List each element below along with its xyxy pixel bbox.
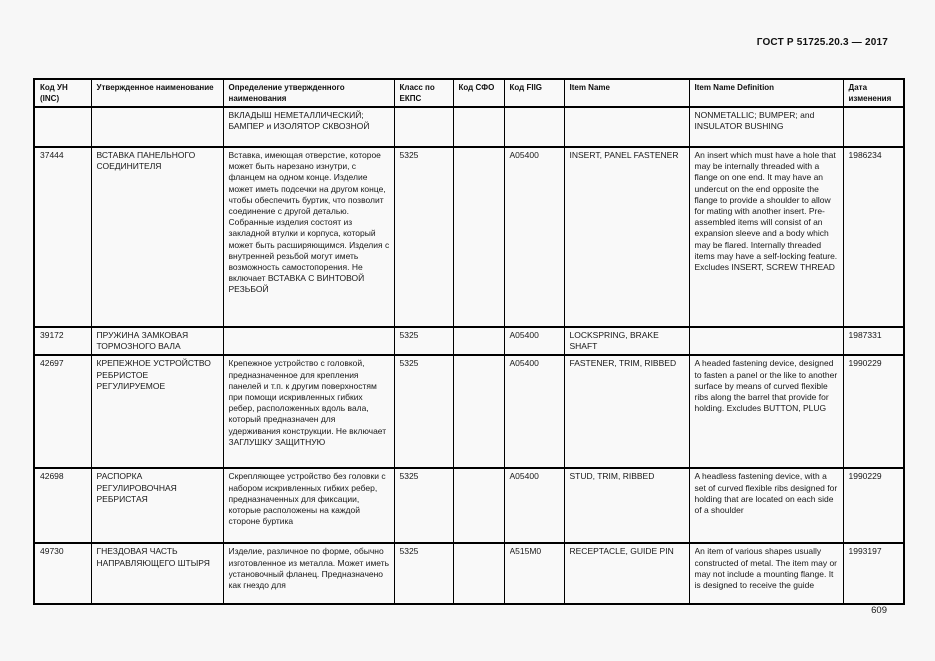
cell-ekps-class: 5325	[394, 468, 453, 543]
cell-change-date: 1986234	[843, 147, 904, 327]
cell-item-name: RECEPTACLE, GUIDE PIN	[564, 543, 689, 604]
cell-sfo-code	[453, 327, 504, 355]
cell-ekps-class: 5325	[394, 543, 453, 604]
cell-sfo-code	[453, 468, 504, 543]
table-row	[34, 355, 904, 468]
cell-change-date	[843, 107, 904, 147]
cell-sfo-code	[453, 107, 504, 147]
cell-sfo-code	[453, 147, 504, 327]
cell-fiig-code: A515M0	[504, 543, 564, 604]
cell-sfo-code	[453, 543, 504, 604]
header-ekps-class: Класс по ЕКПС	[394, 79, 453, 107]
cell-change-date: 1987331	[843, 327, 904, 355]
table-row	[34, 147, 904, 327]
table-row	[34, 327, 904, 355]
cell-ekps-class: 5325	[394, 147, 453, 327]
cell-approved-definition: Крепежное устройство с головкой, предназначенное для крепления панелей и т.п. к другим поверхностям при помощи искривленных гибких ребер, расположенных вдоль вала, который предназначен для удерживания конструкции. Не включает ЗАГЛУШКУ ЗАЩИТНУЮ	[223, 355, 394, 468]
cell-approved-definition: Вставка, имеющая отверстие, которое может быть нарезано изнутри, с фланцем на одном конце. Изделие может иметь подсечки на другом конце, чтобы обеспечить буртик, что позволит соединение с другой деталью. Собранные изделия состоят из закладной втулки и корпуса, который может быть расширяющимся. Изделия с внутренней резьбой могут иметь возможность самостопорения. Не включает ВСТАВКА С ВИНТОВОЙ РЕЗЬБОЙ	[223, 147, 394, 327]
cell-inc-code: 37444	[34, 147, 91, 327]
table-row	[34, 107, 904, 147]
cell-item-name: INSERT, PANEL FASTENER	[564, 147, 689, 327]
header-inc-code: Код УН (INC)	[34, 79, 91, 107]
cell-item-name-definition: An insert which must have a hole that may be internally threaded with a flange on one end. It may have an undercut on the end opposite the flange to provide a shoulder to allow for mating with another insert. Pre-assembled items will consist of an expansion sleeve and a body which may be flared. Internally threaded items may have a self-locking feature. Excludes INSERT, SCREW THREAD	[689, 147, 843, 327]
cell-sfo-code	[453, 355, 504, 468]
header-approved-definition: Определение утвержденного наименования	[223, 79, 394, 107]
cell-change-date: 1990229	[843, 468, 904, 543]
cell-approved-definition: Скрепляющее устройство без головки с набором искривленных гибких ребер, предназначенных для фиксации, которые расположены на каждой стороне буртика	[223, 468, 394, 543]
header-item-name: Item Name	[564, 79, 689, 107]
cell-approved-definition: Изделие, различное по форме, обычно изготовленное из металла. Может иметь установочный фланец. Предназначено как гнездо для	[223, 543, 394, 604]
header-sfo-code: Код СФО	[453, 79, 504, 107]
cell-ekps-class	[394, 107, 453, 147]
classification-table	[33, 78, 905, 605]
cell-fiig-code: A05400	[504, 468, 564, 543]
cell-fiig-code: A05400	[504, 147, 564, 327]
cell-item-name-definition: A headless fastening device, with a set of curved flexible ribs designed for holding that are located on each side of a shoulder	[689, 468, 843, 543]
cell-fiig-code	[504, 107, 564, 147]
cell-inc-code	[34, 107, 91, 147]
header-fiig-code: Код FIIG	[504, 79, 564, 107]
table-row	[34, 468, 904, 543]
cell-item-name-definition: An item of various shapes usually constructed of metal. The item may or may not include a mounting flange. It is designed to receive the guide	[689, 543, 843, 604]
cell-change-date: 1990229	[843, 355, 904, 468]
cell-approved-definition	[223, 327, 394, 355]
cell-approved-name: КРЕПЕЖНОЕ УСТРОЙСТВО РЕБРИСТОЕ РЕГУЛИРУЕМОЕ	[91, 355, 223, 468]
header-approved-name: Утвержденное наименование	[91, 79, 223, 107]
cell-fiig-code: A05400	[504, 327, 564, 355]
header-change-date: Дата изменения	[843, 79, 904, 107]
table-row	[34, 543, 904, 604]
cell-ekps-class: 5325	[394, 355, 453, 468]
cell-inc-code: 42697	[34, 355, 91, 468]
cell-fiig-code: A05400	[504, 355, 564, 468]
header-item-name-definition: Item Name Definition	[689, 79, 843, 107]
cell-approved-name: РАСПОРКА РЕГУЛИРОВОЧНАЯ РЕБРИСТАЯ	[91, 468, 223, 543]
cell-approved-name: ВСТАВКА ПАНЕЛЬНОГО СОЕДИНИТЕЛЯ	[91, 147, 223, 327]
cell-item-name: FASTENER, TRIM, RIBBED	[564, 355, 689, 468]
cell-item-name-definition: NONMETALLIC; BUMPER; and INSULATOR BUSHING	[689, 107, 843, 147]
cell-item-name	[564, 107, 689, 147]
cell-ekps-class: 5325	[394, 327, 453, 355]
cell-item-name: LOCKSPRING, BRAKE SHAFT	[564, 327, 689, 355]
document-title: ГОСТ Р 51725.20.3 — 2017	[756, 37, 888, 48]
cell-change-date: 1993197	[843, 543, 904, 604]
cell-inc-code: 42698	[34, 468, 91, 543]
cell-item-name-definition	[689, 327, 843, 355]
cell-item-name: STUD, TRIM, RIBBED	[564, 468, 689, 543]
cell-item-name-definition: A headed fastening device, designed to fasten a panel or the like to another surface by means of curved flexible ribs along the barrel that provide for holding. Excludes BUTTON, PLUG	[689, 355, 843, 468]
cell-approved-name	[91, 107, 223, 147]
cell-inc-code: 49730	[34, 543, 91, 604]
cell-inc-code: 39172	[34, 327, 91, 355]
table-header-row	[34, 79, 904, 107]
cell-approved-definition: ВКЛАДЫШ НЕМЕТАЛЛИЧЕСКИЙ; БАМПЕР и ИЗОЛЯТОР СКВОЗНОЙ	[223, 107, 394, 147]
cell-approved-name: ГНЕЗДОВАЯ ЧАСТЬ НАПРАВЛЯЮЩЕГО ШТЫРЯ	[91, 543, 223, 604]
page-number: 609	[871, 605, 887, 616]
cell-approved-name: ПРУЖИНА ЗАМКОВАЯ ТОРМОЗНОГО ВАЛА	[91, 327, 223, 355]
